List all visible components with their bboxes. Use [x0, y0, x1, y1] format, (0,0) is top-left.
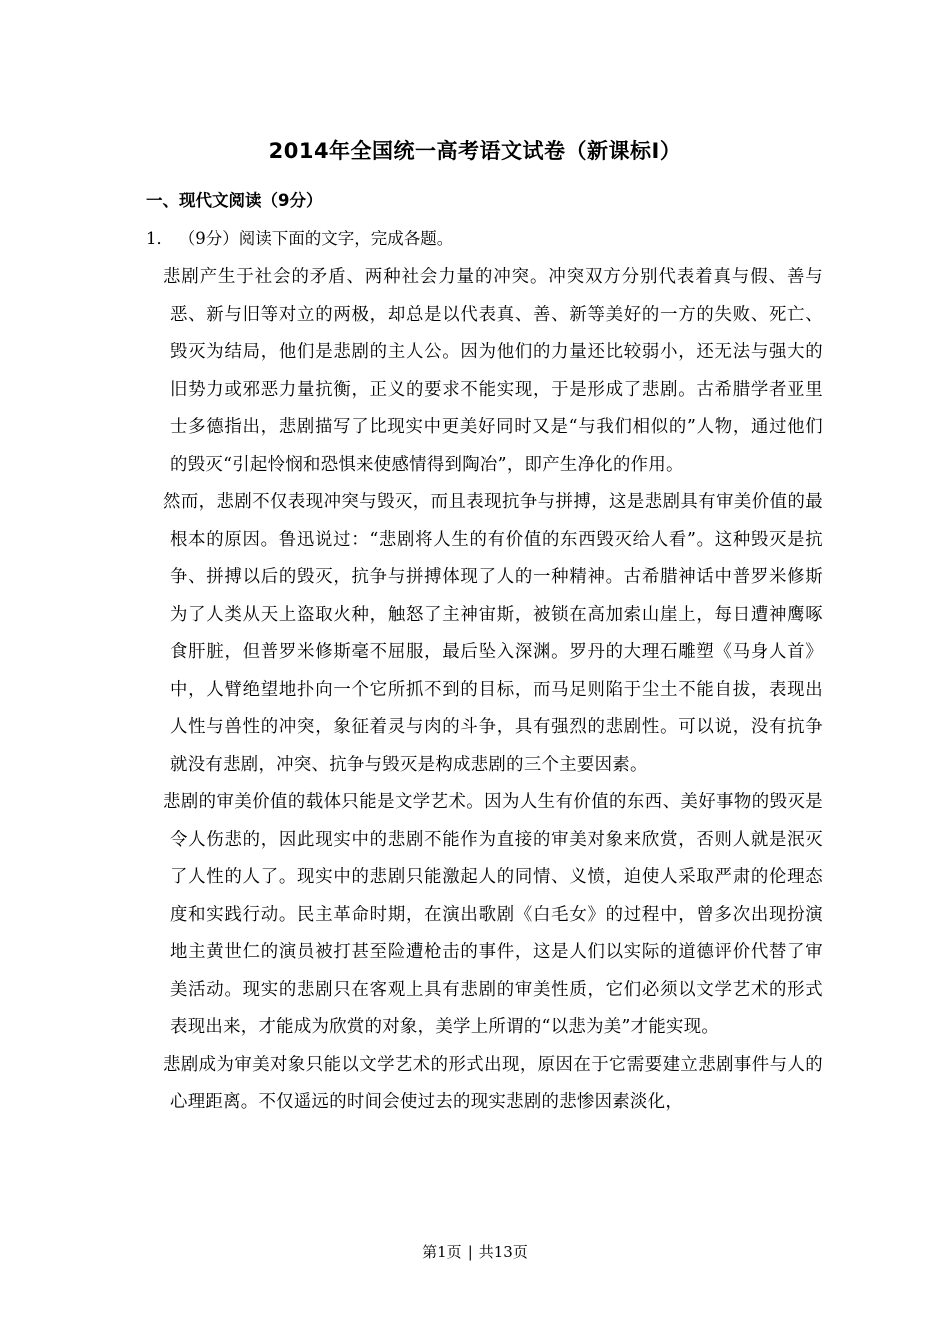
passage-paragraph-3: 悲剧的审美价值的载体只能是文学艺术。因为人生有价值的东西、美好事物的毁灭是令人伤悲的，因此现实中的悲剧不能作为直接的审美对象来欣赏，否则人就是泯灭了人性的人了。现实中的悲剧只能激起人的同情、义愤，迫使人采取严肃的伦理态度和实践行动。民主革命时期，在演出歌剧《白毛女》的过程中，曾多次出现扮演地主黄世仁的演员被打甚至险遭枪击的事件，这是人们以实际的道德评价代替了审美活动。现实的悲剧只在客观上具有悲剧的审美性质，它们必须以文学艺术的形式表现出来，才能成为欣赏的对象，美学上所谓的“以悲为美”才能实现。 — [163, 792, 823, 1037]
page-footer — [0, 1240, 950, 1264]
page-number: 第1页 — [422, 1243, 462, 1261]
document-title: 2014年全国统一高考语文试卷（新课标Ⅰ） — [268, 139, 682, 163]
page-total: 共13页 — [478, 1243, 528, 1261]
footer-separator: | — [467, 1243, 473, 1261]
passage-paragraph-4: 悲剧成为审美对象只能以文学艺术的形式出现，原因在于它需要建立悲剧事件与人的心理距离。不仅遥远的时间会使过去的现实悲剧的悲惨因素淡化， — [163, 1054, 823, 1112]
question-text: （9分）阅读下面的文字，完成各题。 — [187, 229, 454, 248]
section-heading: 一、现代文阅读（9分） — [146, 191, 323, 210]
reading-passage — [163, 259, 823, 1122]
passage-paragraph-2: 然而，悲剧不仅表现冲突与毁灭，而且表现抗争与拼搏，这是悲剧具有审美价值的最根本的原因。鲁迅说过：“悲剧将人生的有价值的东西毁灭给人看”。这种毁灭是抗争、拼搏以后的毁灭，抗争与拼搏体现了人的一种精神。古希腊神话中普罗米修斯为了人类从天上盗取火种，触怒了主神宙斯，被锁在高加索山崖上，每日遭神鹰啄食肝脏，但普罗米修斯毫不屈服，最后坠入深渊。罗丹的大理石雕塑《马身人首》中，人臂绝望地扑向一个它所抓不到的目标，而马足则陷于尘土不能自拔，表现出人性与兽性的冲突，象征着灵与肉的斗争，具有强烈的悲剧性。可以说，没有抗争就没有悲剧，冲突、抗争与毁灭是构成悲剧的三个主要因素。 — [163, 492, 823, 775]
passage-paragraph-1: 悲剧产生于社会的矛盾、两种社会力量的冲突。冲突双方分别代表着真与假、善与恶、新与旧等对立的两极，却总是以代表真、善、新等美好的一方的失败、死亡、毁灭为结局，他们是悲剧的主人公。因为他们的力量还比较弱小，还无法与强大的旧势力或邪恶力量抗衡，正义的要求不能实现，于是形成了悲剧。古希腊学者亚里士多德指出，悲剧描写了比现实中更美好同时又是“与我们相似的”人物，通过他们的毁灭“引起怜悯和恐惧来使感情得到陶冶”，即产生净化的作用。 — [163, 267, 823, 475]
question-number: 1． — [146, 229, 173, 248]
question-prompt — [146, 225, 453, 253]
